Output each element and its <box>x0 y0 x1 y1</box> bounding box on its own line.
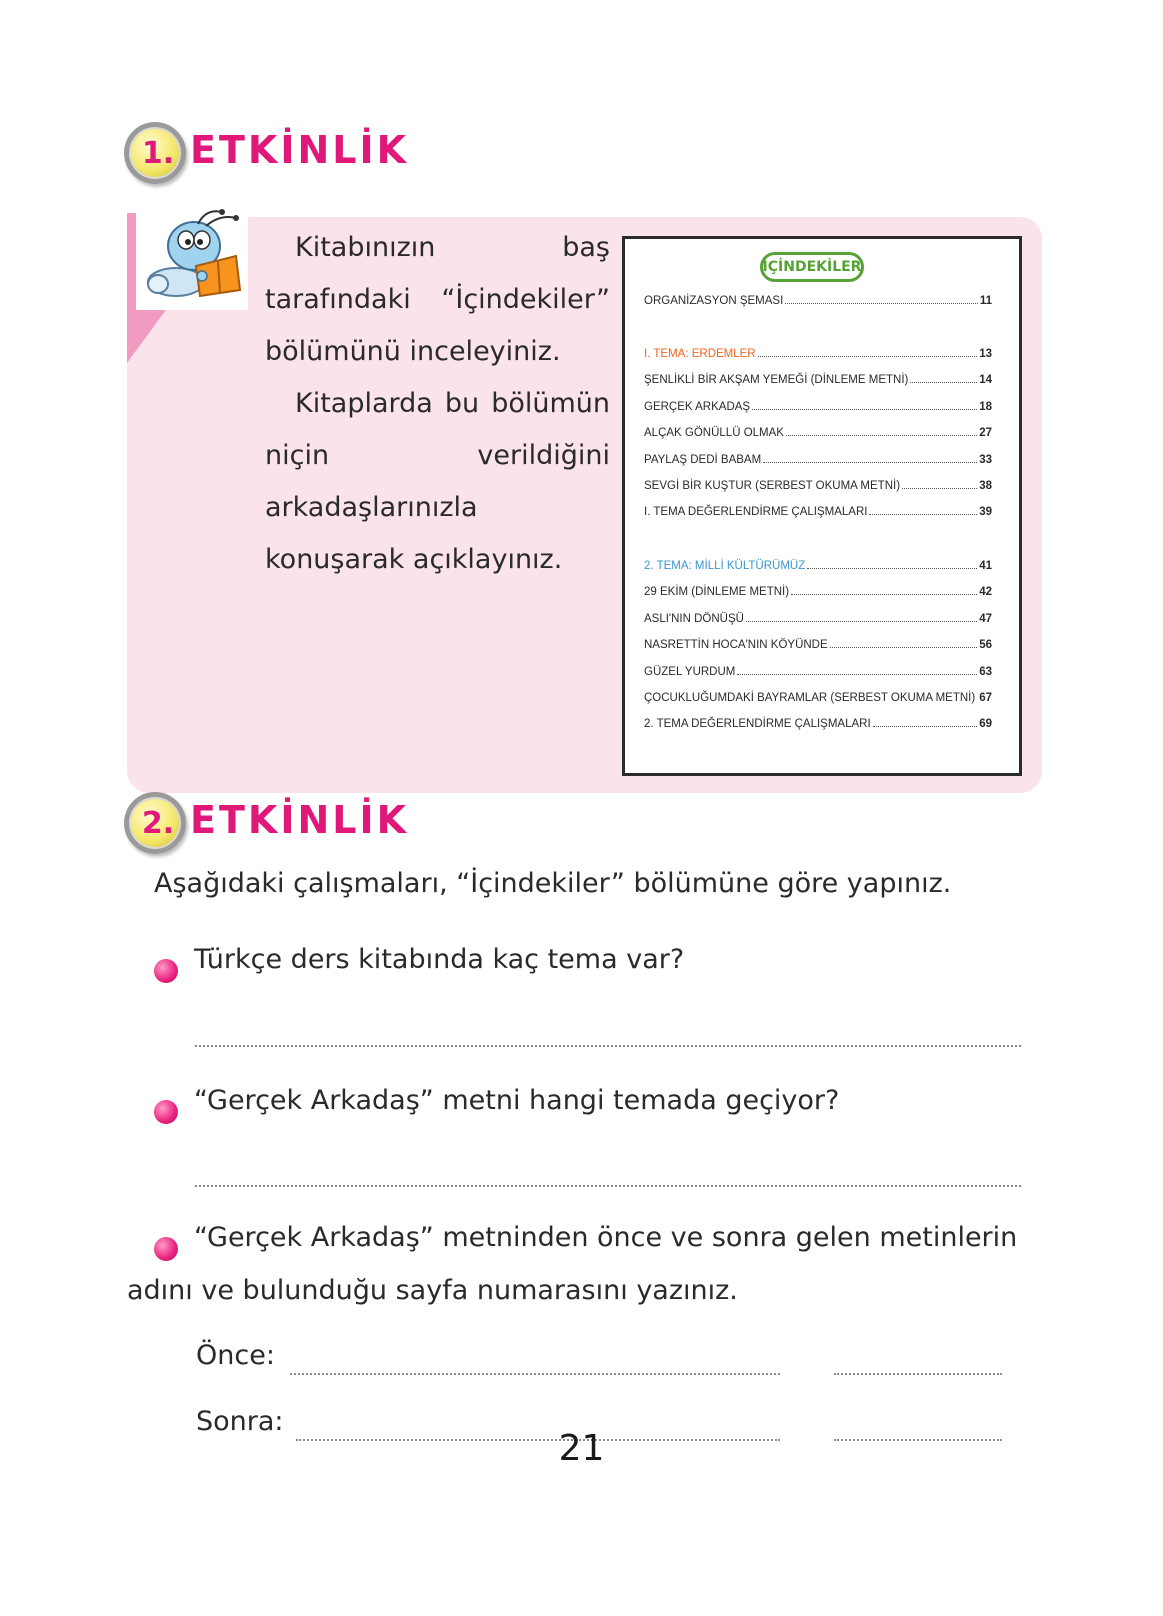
question-1: Türkçe ders kitabında kaç tema var? <box>194 944 685 975</box>
activity-1-title: ETKİNLİK <box>190 128 410 172</box>
page-number: 21 <box>558 1428 605 1469</box>
toc-row: ORGANİZASYON ŞEMASI 11 <box>644 295 992 307</box>
answer-line-1[interactable] <box>195 1045 1021 1047</box>
before-label: Önce: <box>196 1340 275 1371</box>
question-3-line-1: “Gerçek Arkadaş” metninden önce ve sonra gelen metinlerin <box>194 1222 1018 1253</box>
activity-2-instruction: Aşağıdaki çalışmaları, “İçindekiler” bölümüne göre yapınız. <box>154 868 952 899</box>
toc-row: GERÇEK ARKADAŞ 18 <box>644 401 992 413</box>
toc-row: ŞENLİKLİ BİR AKŞAM YEMEĞİ (DİNLEME METNİ) 14 <box>644 374 992 386</box>
toc-row: ÇOCUKLUĞUMDAKİ BAYRAMLAR (SERBEST OKUMA METNİ) 67 <box>644 692 993 704</box>
toc-row: ASLI'NIN DÖNÜŞÜ 47 <box>644 613 992 625</box>
toc-row: I. TEMA DEĞERLENDİRME ÇALIŞMALARI 39 <box>644 506 992 518</box>
bullet-icon <box>154 1237 178 1261</box>
activity-1-number: 1. <box>141 135 175 171</box>
intro-paragraph-2: Kitaplarda bu bölümün niçin verildiğini arkadaşlarınızla konuşarak açıklayınız. <box>265 388 610 575</box>
toc-row: PAYLAŞ DEDİ BABAM 33 <box>644 454 992 466</box>
toc-row: 2. TEMA: MİLLİ KÜLTÜRÜMÜZ 41 <box>644 560 992 572</box>
bullet-icon <box>154 1100 178 1124</box>
toc-row: NASRETTİN HOCA'NIN KÖYÜNDE 56 <box>644 639 992 651</box>
question-3-line-2: adını ve bulunduğu sayfa numarasını yazınız. <box>127 1275 738 1306</box>
toc-row: 29 EKİM (DİNLEME METNİ) 42 <box>644 586 992 598</box>
toc-row: 2. TEMA DEĞERLENDİRME ÇALIŞMALARI 69 <box>644 718 992 730</box>
toc-title: İÇİNDEKİLER <box>762 259 862 275</box>
before-page-answer-line[interactable] <box>834 1373 1002 1375</box>
reading-bug-mascot-icon <box>136 204 248 310</box>
intro-paragraph-1: Kitabınızın baş tarafındaki “İçindekiler” bölümünü inceleyiniz. <box>265 232 610 367</box>
toc-title-badge <box>760 252 864 282</box>
table-of-contents-sample <box>622 236 1022 776</box>
toc-row: I. TEMA: ERDEMLER 13 <box>644 348 992 360</box>
toc-row: ALÇAK GÖNÜLLÜ OLMAK 27 <box>644 427 992 439</box>
activity-1-instructions <box>265 222 610 586</box>
question-2: “Gerçek Arkadaş” metni hangi temada geçiyor? <box>194 1085 840 1116</box>
toc-row: GÜZEL YURDUM 63 <box>644 666 992 678</box>
before-title-answer-line[interactable] <box>290 1373 780 1375</box>
activity-2-title: ETKİNLİK <box>190 798 410 842</box>
answer-line-2[interactable] <box>195 1185 1021 1187</box>
after-label: Sonra: <box>196 1406 284 1437</box>
activity-2-number: 2. <box>141 805 175 841</box>
activity-1-number-badge <box>124 122 186 184</box>
toc-row: SEVGİ BİR KUŞTUR (SERBEST OKUMA METNİ) 38 <box>644 480 992 492</box>
activity-2-number-badge <box>124 792 186 854</box>
bullet-icon <box>154 959 178 983</box>
